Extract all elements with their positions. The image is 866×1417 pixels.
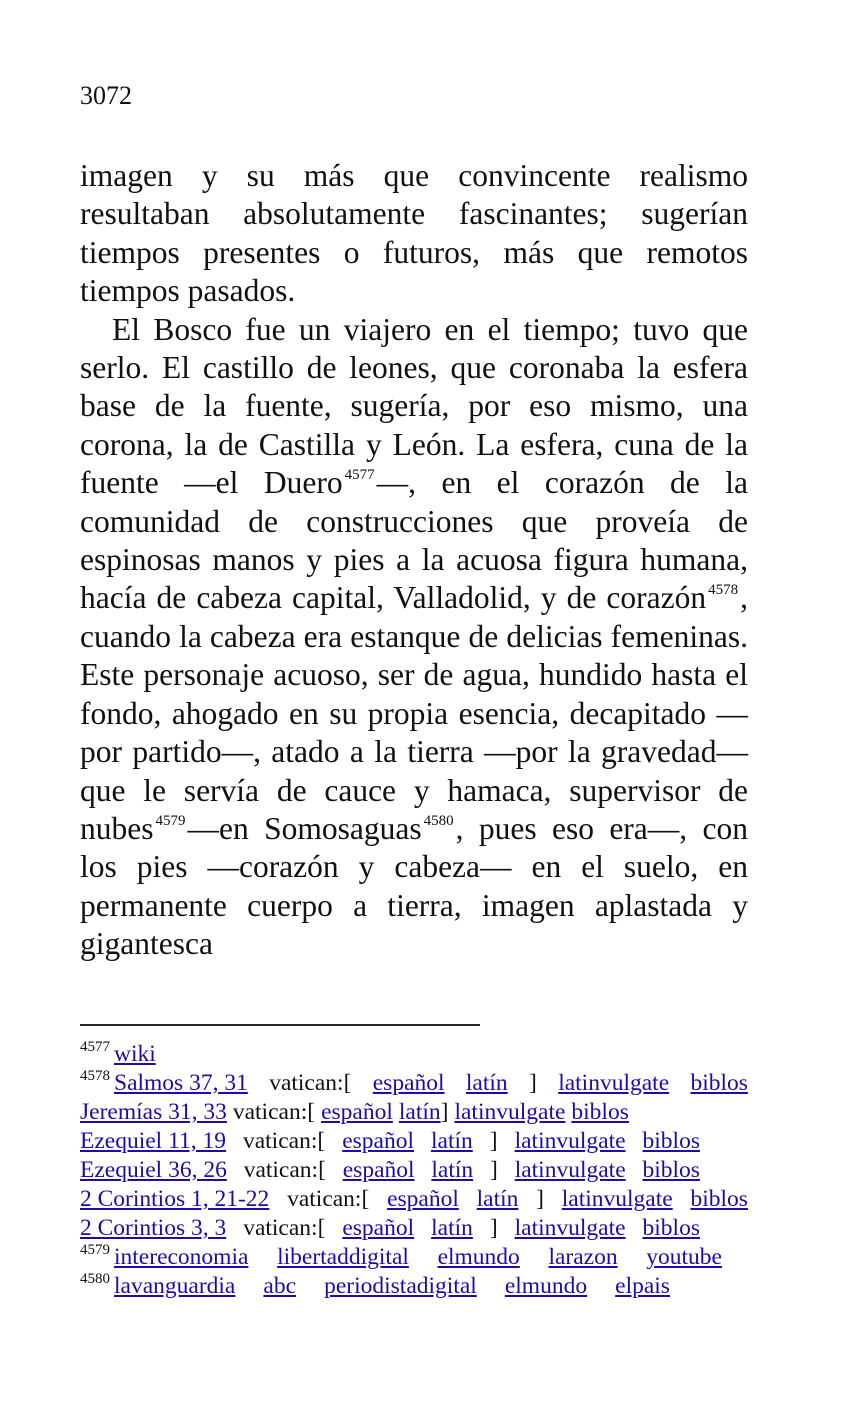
paragraph-text: , cuando la cabeza era estanque de delicias femeninas. Este personaje acuoso, ser de agua, hundido hasta el fondo, ahogado en su propia esencia, decapitado —por partido—, atado a la tierra —por la gravedad— que le servía de cauce y hamaca, supervisor de nubes xyxy=(80,580,748,846)
footnote-link[interactable]: lavanguardia xyxy=(114,1273,236,1299)
footnote-line xyxy=(80,1040,748,1069)
footnote-link[interactable]: latinvulgate xyxy=(514,1157,626,1183)
footnote-number: 4579 xyxy=(80,1242,110,1258)
paragraph-text: , pues eso era—, con los pies —corazón y cabeza— en el suelo, en permanente cuerpo a tierra, imagen aplastada y gigantesca xyxy=(80,810,748,962)
footnote-link[interactable]: español xyxy=(342,1157,415,1183)
footnote-line xyxy=(80,1098,748,1127)
footnote-text: vatican:[ xyxy=(269,1070,352,1096)
footnote-link[interactable]: elpais xyxy=(615,1273,670,1299)
footnote-link[interactable]: biblos xyxy=(642,1157,700,1183)
footnote-divider xyxy=(80,1024,480,1026)
footnote-link[interactable]: elmundo xyxy=(504,1273,588,1299)
paragraph-text: —en Somosaguas xyxy=(187,810,422,846)
footnote-text: vatican:[ xyxy=(287,1186,370,1212)
footnote-link[interactable]: youtube xyxy=(646,1244,722,1270)
footnote-text: ] xyxy=(490,1157,498,1183)
footnote-text: vatican:[ xyxy=(242,1128,326,1154)
paragraph xyxy=(80,157,748,311)
footnote-link[interactable]: biblos xyxy=(571,1099,629,1125)
footnote-link[interactable]: latinvulgate xyxy=(514,1215,626,1241)
footnote-link[interactable]: Jeremías 31, 33 xyxy=(80,1099,227,1125)
footnote-link[interactable]: libertaddigital xyxy=(277,1244,409,1270)
footnote-text: vatican:[ xyxy=(243,1215,326,1241)
paragraph-text: El Bosco fue un viajero en el tiempo; tuvo que serlo. El castillo de leones, que coronaba la esfera base de la fuente, sugería, por eso mismo, una corona, la de Castilla y León. La esfera, cuna de la fuente —el Duero xyxy=(80,311,748,501)
footnote-text: ] xyxy=(529,1070,537,1096)
footnote-link[interactable]: biblos xyxy=(642,1215,700,1241)
footnote-number: 4577 xyxy=(80,1039,110,1055)
footnote-text: ] xyxy=(489,1128,498,1154)
footnote-link[interactable]: Ezequiel 36, 26 xyxy=(80,1157,227,1183)
footnote-text: vatican:[ xyxy=(243,1157,326,1183)
footnote-line xyxy=(80,1243,722,1272)
footnote-link[interactable]: latín xyxy=(398,1099,441,1125)
footnote-link[interactable]: latín xyxy=(431,1215,473,1241)
footnote-link[interactable]: periodistadigital xyxy=(324,1273,477,1299)
footnote-text: ] xyxy=(536,1186,544,1212)
footnote-reference[interactable]: 4578 xyxy=(708,582,739,599)
footnote-link[interactable]: latín xyxy=(465,1070,508,1096)
footnote-number: 4580 xyxy=(80,1271,110,1287)
footnote-link[interactable]: biblos xyxy=(690,1186,748,1212)
footnote-line xyxy=(80,1127,700,1156)
footnote-line xyxy=(80,1214,700,1243)
footnote-number: 4578 xyxy=(80,1068,110,1084)
footnote-link[interactable]: latinvulgate xyxy=(558,1070,670,1096)
footnote-link[interactable]: latín xyxy=(476,1186,519,1212)
footnote-link[interactable]: español xyxy=(387,1186,459,1212)
footnote-link[interactable]: español xyxy=(342,1215,415,1241)
paragraph-text: —, en el corazón de la comunidad de construcciones que proveía de espinosas manos y pies a la acuosa figura humana, hacía de cabeza capital, Valladolid, y de corazón xyxy=(80,465,748,616)
footnote-link[interactable]: español xyxy=(372,1070,445,1096)
footnote-link[interactable]: intereconomia xyxy=(114,1244,249,1270)
paragraph xyxy=(80,311,748,964)
footnote-link[interactable]: español xyxy=(342,1128,414,1154)
footnote-link[interactable]: Salmos 37, 31 xyxy=(114,1070,248,1096)
footnote-link[interactable]: español xyxy=(321,1099,393,1125)
footnote-link[interactable]: latinvulgate xyxy=(561,1186,673,1212)
footnote-text: ] xyxy=(440,1099,449,1125)
footnotes xyxy=(80,1040,748,1301)
footnote-reference[interactable]: 4580 xyxy=(423,812,454,829)
footnote-link[interactable]: 2 Corintios 1, 21-22 xyxy=(80,1186,270,1212)
page-number: 3072 xyxy=(80,81,132,110)
footnote-line xyxy=(80,1069,748,1098)
footnote-text: ] xyxy=(489,1215,498,1241)
footnote-line xyxy=(80,1156,700,1185)
footnote-link[interactable]: biblos xyxy=(642,1128,700,1154)
footnote-link[interactable]: latín xyxy=(431,1157,474,1183)
footnote-link[interactable]: 2 Corintios 3, 3 xyxy=(80,1215,227,1241)
footnote-link[interactable]: larazon xyxy=(548,1244,618,1270)
footnote-link[interactable]: latinvulgate xyxy=(454,1099,566,1125)
footnote-link[interactable]: Ezequiel 11, 19 xyxy=(80,1128,226,1154)
body-text xyxy=(80,157,748,964)
footnote-line xyxy=(80,1272,670,1301)
footnote-link[interactable]: elmundo xyxy=(437,1244,520,1270)
footnote-reference[interactable]: 4577 xyxy=(344,467,375,484)
footnote-link[interactable]: latín xyxy=(430,1128,473,1154)
footnote-line xyxy=(80,1185,748,1214)
footnote-link[interactable]: wiki xyxy=(114,1041,156,1067)
footnote-reference[interactable]: 4579 xyxy=(155,812,186,829)
paragraph-text: imagen y su más que convincente realismo resultaban absolutamente fascinantes; sugerían tiempos presentes o futuros, más que remotos tiempos pasados. xyxy=(80,158,748,309)
footnote-link[interactable]: latinvulgate xyxy=(514,1128,626,1154)
footnote-link[interactable]: biblos xyxy=(690,1070,748,1096)
footnote-link[interactable]: abc xyxy=(263,1273,297,1299)
footnote-text: vatican:[ xyxy=(232,1099,316,1125)
